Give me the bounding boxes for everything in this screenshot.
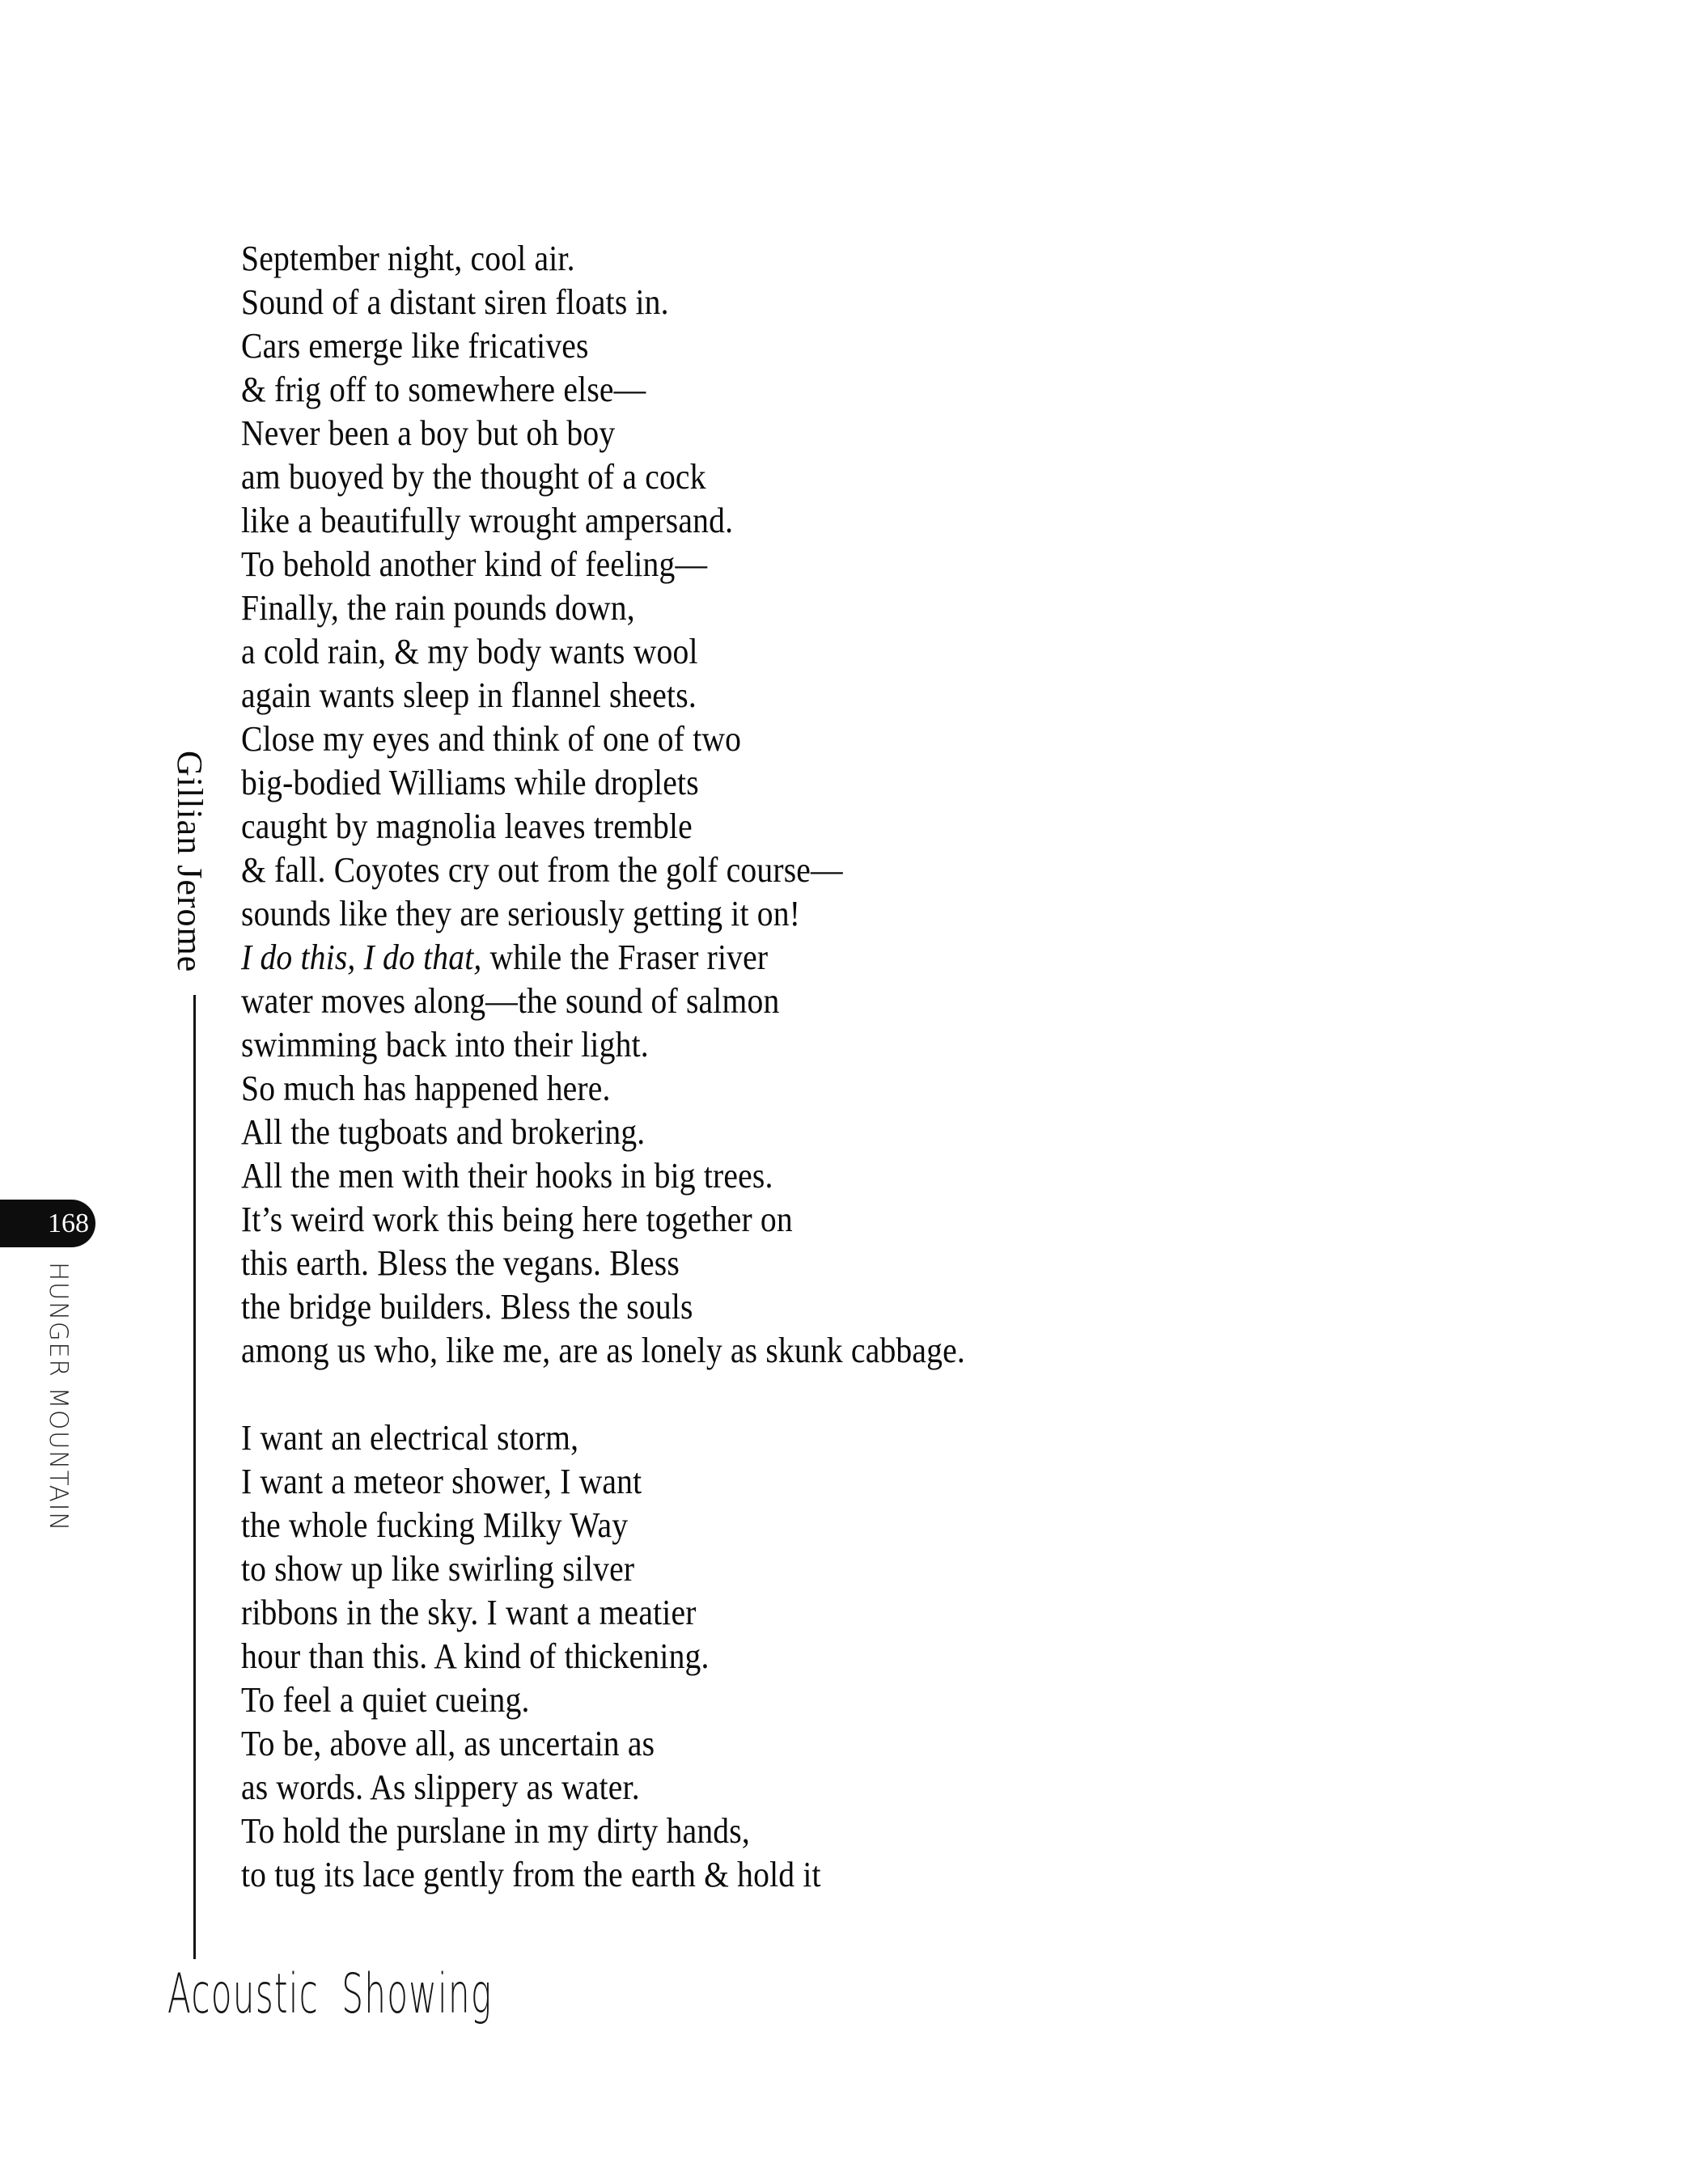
poem-line [241,1154,1260,1198]
poem-line-segment: I want an electrical storm, [241,1418,579,1458]
poem-line-segment: To hold the purslane in my dirty hands, [241,1811,750,1851]
poem-line-segment: to show up like swirling silver [241,1549,635,1589]
poem-title: Acoustic Showing [167,1962,493,2026]
poem-line-segment: big-bodied Williams while droplets [241,763,699,802]
poem-line-segment: I want a meteor shower, I want [241,1462,642,1501]
poem-line-segment: caught by magnolia leaves tremble [241,806,693,846]
poem-line-segment: To feel a quiet cueing. [241,1680,530,1720]
poem-line [241,368,1260,412]
poem-line [241,499,1260,543]
poem-line [241,674,1260,717]
poem-line [241,1416,1260,1460]
poem-line-segment: swimming back into their light. [241,1025,649,1064]
poem-line-segment: & frig off to somewhere else— [241,370,646,409]
poem-line [241,1635,1260,1678]
poem-line-segment: the bridge builders. Bless the souls [241,1287,693,1327]
poem-line [241,1460,1260,1504]
poem-line [241,1198,1260,1242]
poem-line [241,1329,1260,1373]
poem-line [241,1067,1260,1111]
poem-line-segment: It’s weird work this being here together on [241,1200,793,1239]
poem-line-segment: water moves along—the sound of salmon [241,981,780,1021]
poem-line-segment: a cold rain, & my body wants wool [241,632,698,671]
poem-line [241,980,1260,1023]
poem-line [241,761,1260,805]
poem-line [241,455,1260,499]
poem-line [241,805,1260,849]
poem-line-segment: while the Fraser river [481,938,769,977]
poem-line [241,412,1260,455]
poem-line-italic-segment: I do this, I do that, [241,938,482,977]
poem-line-segment: to tug its lace gently from the earth & hold it [241,1855,821,1894]
poem-line [241,717,1260,761]
poem-line-segment: September night, cool air. [241,239,575,278]
poem-line [241,586,1260,630]
poem-line-segment: as words. As slippery as water. [241,1767,640,1807]
poem-line [241,1809,1260,1853]
poem-line-segment: All the tugboats and brokering. [241,1112,646,1152]
poem-line [241,324,1260,368]
poem-line [241,630,1260,674]
vertical-rule [193,995,196,1959]
poem-stanza [241,237,1260,1373]
poem-line-segment: this earth. Bless the vegans. Bless [241,1243,680,1283]
poem-line [241,1285,1260,1329]
poem-line-segment: & fall. Coyotes cry out from the golf course— [241,850,843,890]
poem-line [241,237,1260,281]
poem-line [241,936,1260,980]
poem-line-segment: am buoyed by the thought of a cock [241,457,706,497]
page-number: 168 [48,1208,89,1238]
poem-line [241,1591,1260,1635]
poem-line-segment: To behold another kind of feeling— [241,544,708,584]
poem-line [241,1111,1260,1154]
poem-line [241,1853,1260,1897]
poem-line-segment: hour than this. A kind of thickening. [241,1636,710,1676]
poem-line-segment: sounds like they are seriously getting it on! [241,894,801,933]
poem-line-segment: All the men with their hooks in big trees. [241,1156,773,1196]
poem-line [241,281,1260,324]
poem-line [241,892,1260,936]
poem-line-segment: Close my eyes and think of one of two [241,719,742,759]
poem-line [241,543,1260,586]
page-number-badge [0,1200,95,1247]
poem-line [241,1023,1260,1067]
poem-line [241,1504,1260,1547]
poem-line [241,1242,1260,1285]
poem-line [241,1678,1260,1722]
poem-line-segment: To be, above all, as uncertain as [241,1724,655,1763]
poem-line-segment: among us who, like me, are as lonely as skunk cabbage. [241,1331,965,1370]
poem-line-segment: So much has happened here. [241,1069,611,1108]
poem-line-segment: like a beautifully wrought ampersand. [241,501,734,540]
poem-line [241,1766,1260,1809]
poem-line-segment: Never been a boy but oh boy [241,413,616,453]
poem-line [241,1722,1260,1766]
poem-line [241,1547,1260,1591]
poem-line-segment: Sound of a distant siren floats in. [241,282,669,322]
poem [241,237,1374,1897]
poem-text-block [241,237,1260,1897]
author-name-vertical: Gillian Jerome [170,751,210,973]
poem-stanza [241,1416,1260,1897]
poem-line-segment: the whole fucking Milky Way [241,1505,629,1545]
poem-line-segment: Finally, the rain pounds down, [241,588,635,628]
poem-line-segment: ribbons in the sky. I want a meatier [241,1593,697,1632]
journal-name-vertical: HUNGER MOUNTAIN [44,1262,73,1532]
poem-line [241,849,1260,892]
poem-line-segment: again wants sleep in flannel sheets. [241,675,697,715]
poem-line-segment: Cars emerge like fricatives [241,326,589,366]
